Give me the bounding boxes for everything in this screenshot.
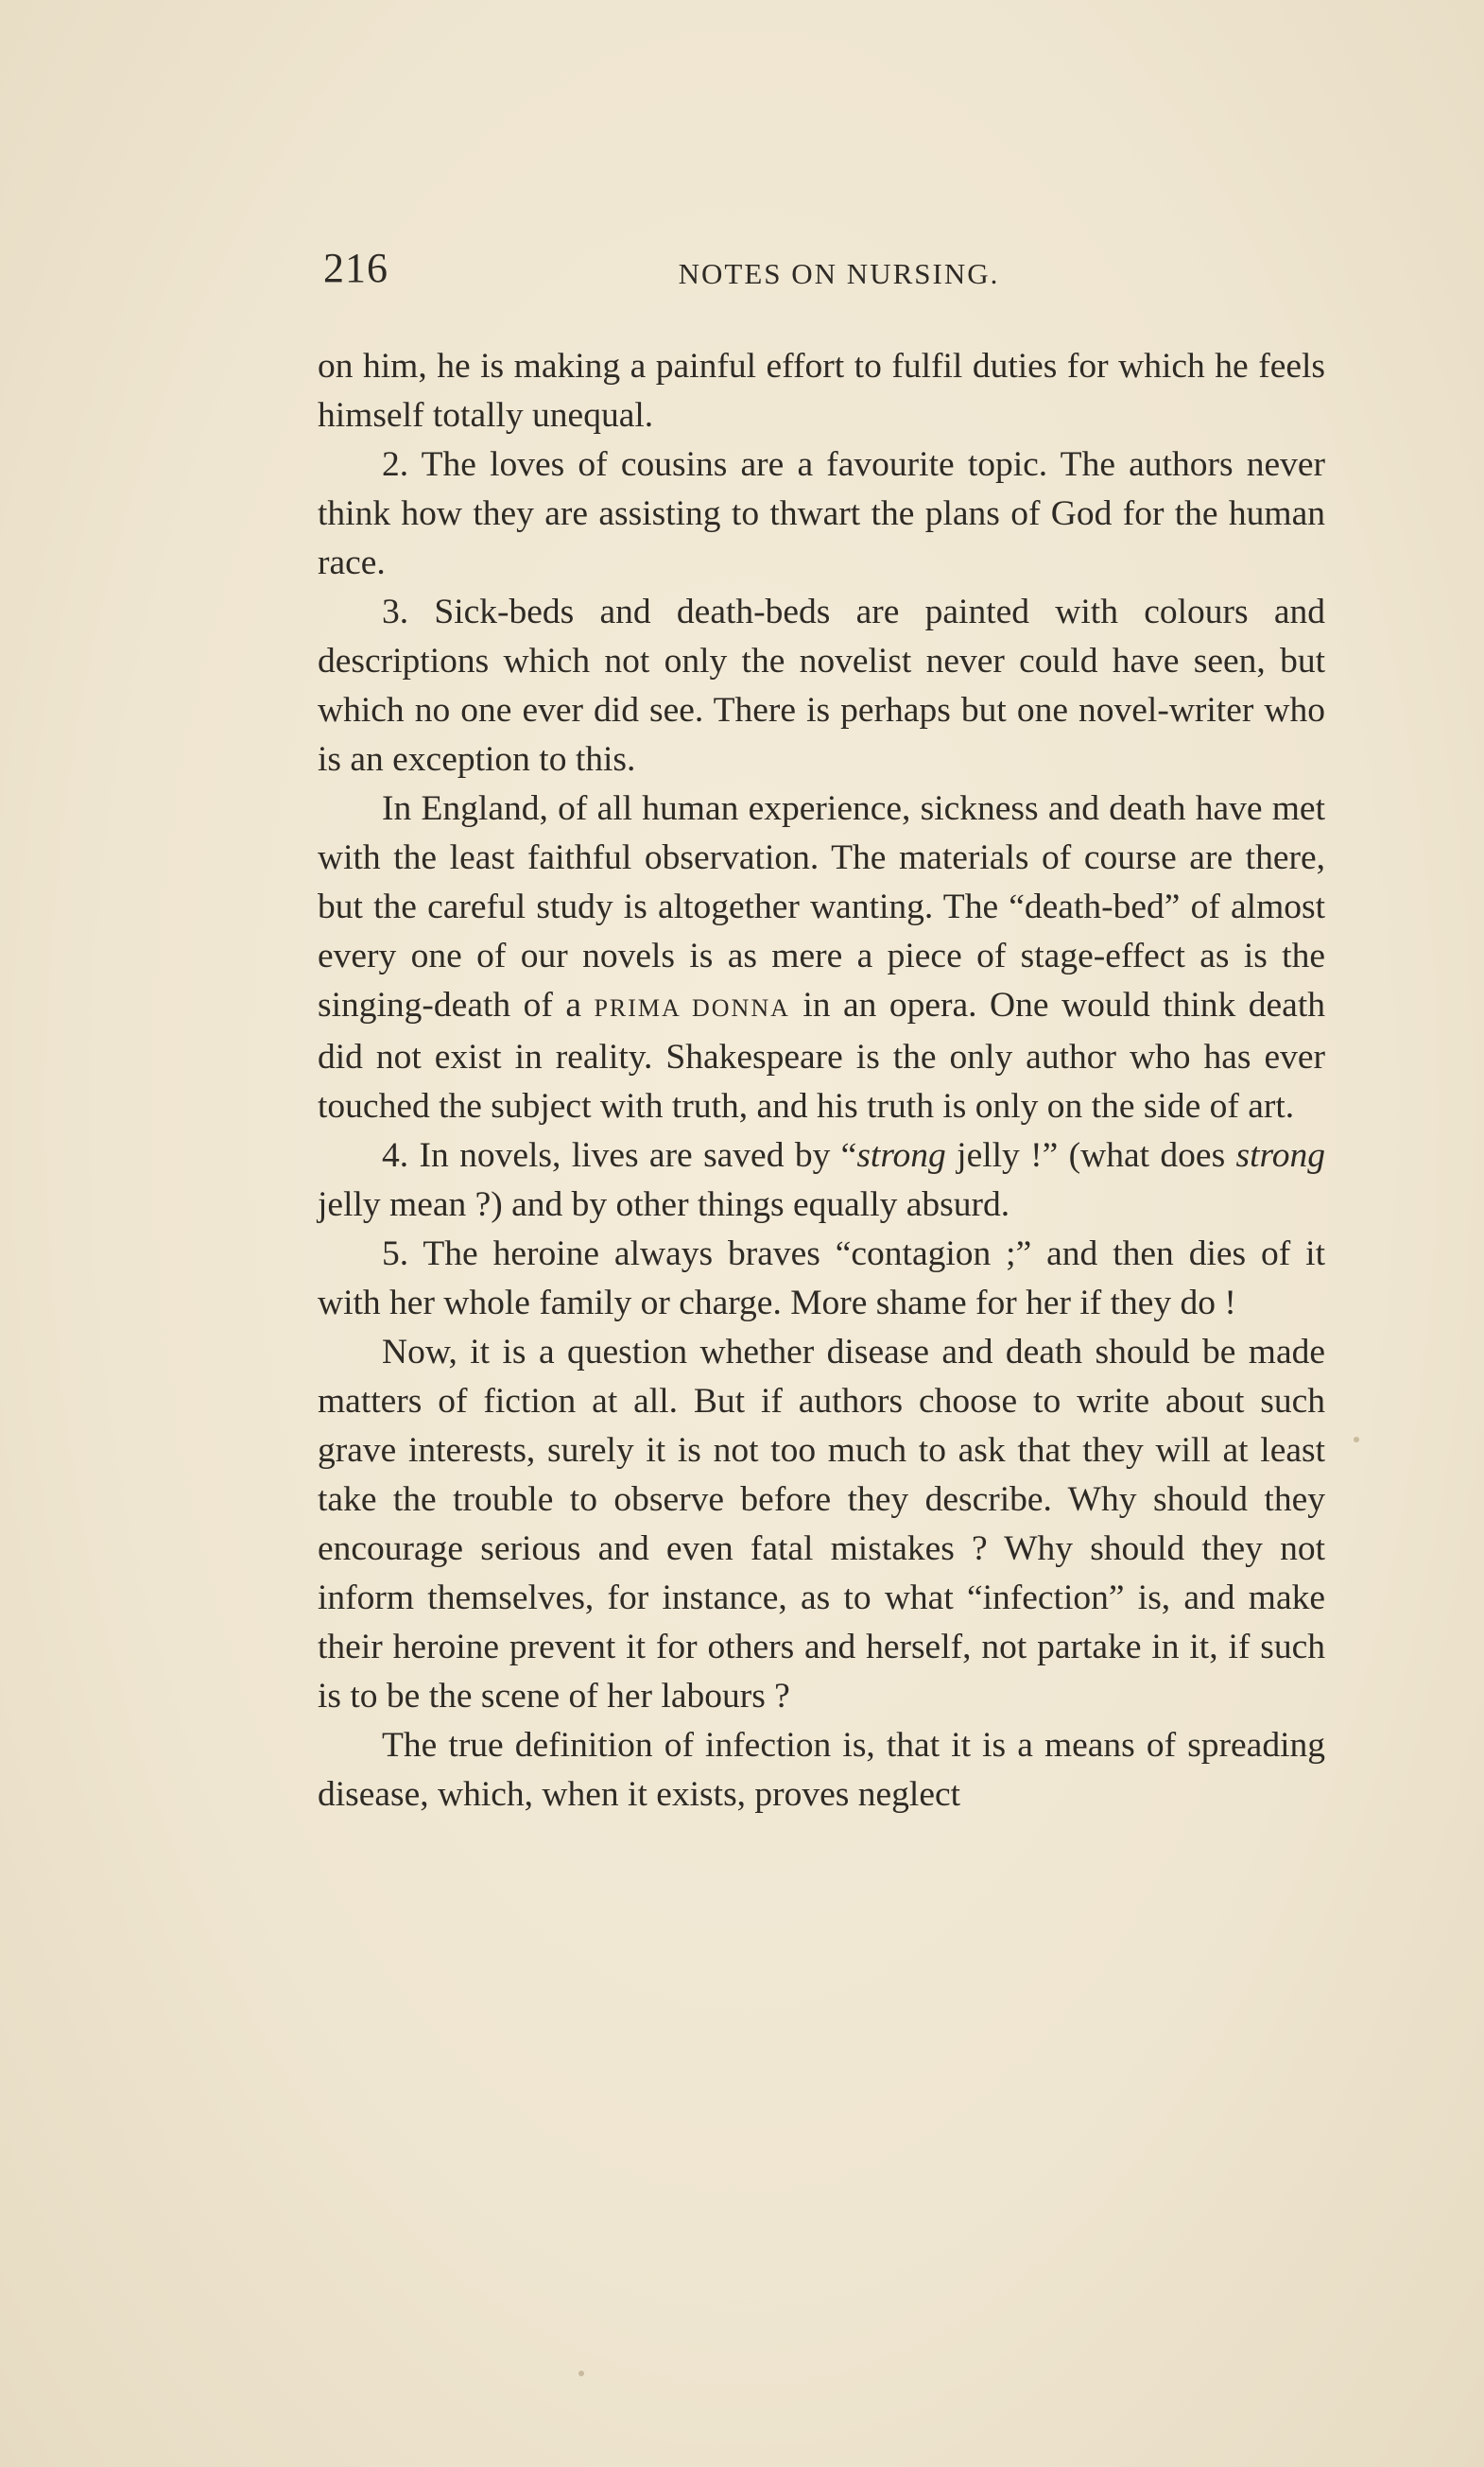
paragraph-england-text-a: In England, of all human experience, sickness and death have met with the least faithful observation. The materials of course are there, but the careful study is altogether wanting. The “death-bed” of almost every one of our novels is as mere a piece of stage-effect as is the singing-death of a (318, 789, 1325, 1025)
running-head: NOTES ON NURSING. (678, 257, 1000, 290)
paragraph-point-3: 3. Sick-beds and death-beds are painted with colours and descriptions which not only the novelist never could have seen, but which no one ever did see. There is perhaps but one novel-writer who is an exception to this. (318, 593, 1325, 779)
paragraph-england-text-b: in an opera. One would think death did not exist in reality. Shakespeare is the only author who has ever touched the subject with truth, and his truth is only on the side of art. (318, 986, 1325, 1126)
body-text (318, 342, 1325, 1820)
paragraph-continuation: on him, he is making a painful effort to fulfil duties for which he feels himself totally unequal. (318, 347, 1325, 435)
paragraph-england (318, 785, 1325, 1131)
paper-speck (578, 2371, 584, 2376)
paragraph-infection-definition: The true definition of infection is, that it is a means of spreading disease, which, when it exists, proves neglect (318, 1726, 1325, 1814)
paper-speck (1354, 1437, 1359, 1442)
page-header (312, 244, 1328, 301)
point-4-text-c: jelly mean ?) and by other things equally absurd. (318, 1185, 1010, 1224)
point-4-text-b: jelly !” (what does (945, 1136, 1236, 1175)
page-number: 216 (323, 245, 388, 291)
point-4-text-a: 4. In novels, lives are saved by “ (382, 1136, 857, 1175)
paragraph-point-2: 2. The loves of cousins are a favourite topic. The authors never think how they are assisting to thwart the plans of God for the human race. (318, 445, 1325, 582)
paragraph-point-4 (318, 1131, 1325, 1230)
point-4-emphasis-1: strong (856, 1136, 946, 1175)
paragraph-fiction-question: Now, it is a question whether disease and death should be made matters of fiction at all. But if authors choose to write about such grave interests, surely it is not too much to ask that they will at least take the trouble to observe before they describe. Why should they encourage serious and even fatal mistakes ? Why should they not inform themselves, for instance, as to what “infection” is, and make their heroine prevent it for others and herself, not partake in it, if such is to be the scene of her labours ? (318, 1333, 1325, 1716)
point-4-emphasis-2: strong (1235, 1136, 1325, 1175)
prima-donna-small-caps: PRIMA DONNA (594, 994, 790, 1022)
paragraph-point-5: 5. The heroine always braves “contagion ;” and then dies of it with her whole family or charge. More shame for her if they do ! (318, 1234, 1325, 1322)
